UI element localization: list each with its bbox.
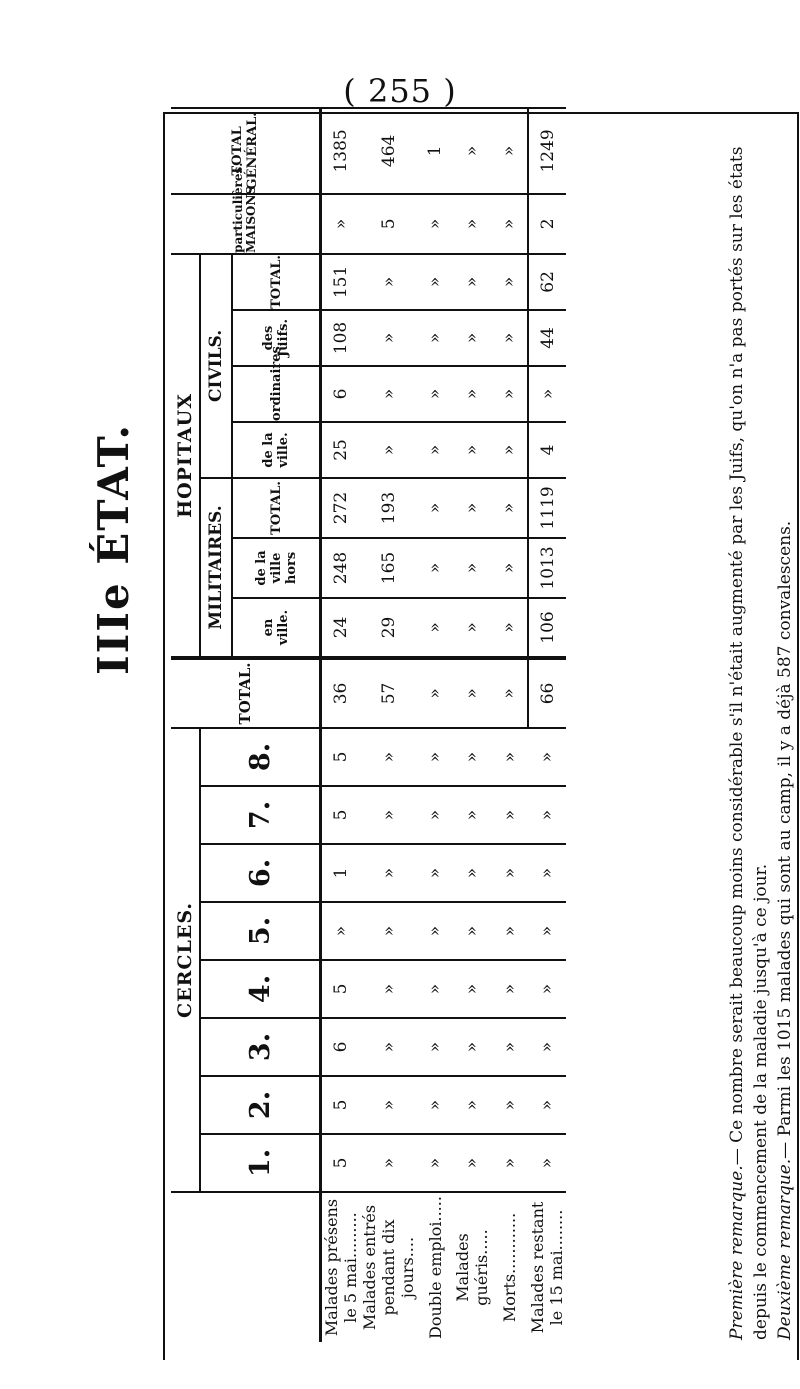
table-cell: 24: [321, 598, 361, 658]
col-cercle-3: 3.: [200, 1018, 321, 1076]
table-cell: »: [453, 194, 491, 254]
table-cell: »: [491, 844, 528, 902]
table-row: [321, 108, 361, 1342]
table-cell: »: [417, 254, 453, 310]
table-cell: »: [453, 422, 491, 478]
table-cell: 272: [321, 478, 361, 538]
group-header-civils: CIVILS.: [200, 254, 232, 478]
table-cell: »: [491, 960, 528, 1018]
group-header-cercles: CERCLES.: [171, 728, 200, 1192]
table-cell: »: [417, 728, 453, 786]
table-cell: 248: [321, 538, 361, 598]
col-cercle-2: 2.: [200, 1076, 321, 1134]
table-cell: »: [417, 658, 453, 728]
table-cell: »: [453, 310, 491, 366]
col-civils-total: TOTAL.: [232, 254, 321, 310]
table-row: [453, 108, 491, 1342]
rotated-table-region: [85, 110, 800, 1360]
col-cercle-1: 1.: [200, 1134, 321, 1192]
table-cell: 151: [321, 254, 361, 310]
table-cell: »: [491, 194, 528, 254]
col-militaires-hors-ville: de la ville hors: [232, 538, 321, 598]
table-cell: »: [453, 728, 491, 786]
col-total-general: TOTAL GÉNÉRAL.: [171, 108, 321, 194]
first-remark: [725, 110, 773, 1340]
table-cell: 44: [528, 310, 566, 366]
table-cell: »: [453, 538, 491, 598]
table-cell: »: [491, 728, 528, 786]
col-militaires-en-ville: en ville.: [232, 598, 321, 658]
page-title: IIIe ÉTAT.: [89, 422, 138, 675]
table-cell: 25: [321, 422, 361, 478]
row-label: Malades restant le 15 mai........: [528, 1192, 566, 1342]
row-label: Malades entrés pendant dix jours....: [360, 1192, 417, 1342]
col-cercle-5: 5.: [200, 902, 321, 960]
table-cell: »: [360, 1076, 417, 1134]
table-cell: 106: [528, 598, 566, 658]
table-cell: »: [417, 422, 453, 478]
table-cell: »: [453, 1134, 491, 1192]
table-cell: »: [528, 366, 566, 422]
table-cell: 1249: [528, 108, 566, 194]
group-header-hopitaux: HOPITAUX: [171, 254, 200, 658]
table-cell: 6: [321, 366, 361, 422]
table-cell: »: [321, 902, 361, 960]
table-cell: 29: [360, 598, 417, 658]
table-cell: »: [453, 598, 491, 658]
table-row: [528, 108, 566, 1342]
table-cell: »: [491, 786, 528, 844]
table-cell: 36: [321, 658, 361, 728]
table-cell: »: [453, 960, 491, 1018]
table-cell: 6: [321, 1018, 361, 1076]
table-cell: 5: [321, 1076, 361, 1134]
table-cell: »: [491, 422, 528, 478]
table-cell: »: [491, 538, 528, 598]
table-row: [417, 108, 453, 1342]
table-cell: »: [528, 1018, 566, 1076]
table-cell: »: [360, 254, 417, 310]
second-remark-text: — Parmi les 1015 malades qui sont au camp, il y a déjà 587 convalescens.: [775, 520, 795, 1159]
table-cell: »: [453, 658, 491, 728]
table-cell: »: [417, 598, 453, 658]
table-cell: »: [360, 728, 417, 786]
table-cell: »: [417, 1076, 453, 1134]
table-cell: »: [491, 658, 528, 728]
table-row: [360, 108, 417, 1342]
table-cell: »: [417, 478, 453, 538]
table-cell: »: [360, 960, 417, 1018]
col-cercle-7: 7.: [200, 786, 321, 844]
table-cell: 1013: [528, 538, 566, 598]
table-cell: »: [491, 1134, 528, 1192]
col-cercle-4: 4.: [200, 960, 321, 1018]
row-label: Morts............: [491, 1192, 528, 1342]
col-cercle-8: 8.: [200, 728, 321, 786]
table-cell: »: [360, 310, 417, 366]
table-cell: 464: [360, 108, 417, 194]
col-militaires-total: TOTAL.: [232, 478, 321, 538]
table-cell: 1: [417, 108, 453, 194]
table-cell: »: [491, 1018, 528, 1076]
first-remark-text: — Ce nombre serait beaucoup moins considérable s'il n'était augmenté par les Juifs, qu'on n'a pas portés sur les états depuis le commencement de la maladie jusqu'à ce jour.: [727, 146, 771, 1340]
remarks: [725, 110, 797, 1360]
table-cell: »: [491, 254, 528, 310]
table-cell: »: [360, 366, 417, 422]
first-remark-label: Première remarque.: [727, 1165, 747, 1340]
table-cell: »: [417, 786, 453, 844]
table-cell: »: [453, 786, 491, 844]
table-cell: 5: [321, 960, 361, 1018]
table-cell: 1385: [321, 108, 361, 194]
col-civils-de-la-ville: de la ville.: [232, 422, 321, 478]
header-corner: [171, 1192, 321, 1342]
table-cell: »: [453, 1018, 491, 1076]
table-cell: 4: [528, 422, 566, 478]
table-cell: »: [360, 844, 417, 902]
col-total-cercles: TOTAL.: [171, 658, 321, 728]
table-cell: »: [417, 960, 453, 1018]
table-cell: »: [528, 1076, 566, 1134]
row-label: Malades guéris.....: [453, 1192, 491, 1342]
table-cell: »: [417, 844, 453, 902]
table-cell: »: [417, 902, 453, 960]
second-remark: [773, 110, 797, 1340]
table-cell: »: [417, 1134, 453, 1192]
col-civils-ordinaires: ordinaires.: [232, 366, 321, 422]
table-cell: »: [417, 194, 453, 254]
table-cell: »: [491, 598, 528, 658]
table-cell: »: [360, 786, 417, 844]
table-cell: 2: [528, 194, 566, 254]
table-cell: »: [417, 310, 453, 366]
row-label: Malades présens le 5 mai.........: [321, 1192, 361, 1342]
table-cell: 62: [528, 254, 566, 310]
table-cell: »: [491, 902, 528, 960]
row-label: Double emploi.....: [417, 1192, 453, 1342]
table-cell: »: [491, 310, 528, 366]
table-cell: »: [321, 194, 361, 254]
table-cell: »: [360, 1134, 417, 1192]
table-cell: »: [491, 478, 528, 538]
table-cell: »: [453, 1076, 491, 1134]
table-cell: »: [417, 538, 453, 598]
table-cell: »: [528, 786, 566, 844]
table-cell: »: [453, 902, 491, 960]
table-row: [491, 108, 528, 1342]
table-cell: »: [528, 1134, 566, 1192]
table-cell: 108: [321, 310, 361, 366]
table-cell: »: [360, 422, 417, 478]
table-cell: »: [453, 108, 491, 194]
table-cell: 165: [360, 538, 417, 598]
table-cell: 193: [360, 478, 417, 538]
table-cell: »: [491, 108, 528, 194]
table-cell: »: [417, 366, 453, 422]
col-civils-juifs: des Juifs.: [232, 310, 321, 366]
table-cell: »: [491, 1076, 528, 1134]
col-cercle-6: 6.: [200, 844, 321, 902]
table-cell: »: [417, 1018, 453, 1076]
table-cell: »: [453, 844, 491, 902]
table-cell: »: [453, 366, 491, 422]
table-cell: 1119: [528, 478, 566, 538]
table-cell: 5: [321, 786, 361, 844]
table-cell: »: [360, 1018, 417, 1076]
table-cell: »: [528, 902, 566, 960]
table-cell: 57: [360, 658, 417, 728]
table-cell: 5: [321, 728, 361, 786]
table-cell: »: [528, 844, 566, 902]
table-cell: »: [453, 478, 491, 538]
second-remark-label: Deuxième remarque.: [775, 1158, 795, 1340]
table-cell: »: [491, 366, 528, 422]
statistics-table: [171, 107, 566, 1342]
table-cell: 66: [528, 658, 566, 728]
table-cell: »: [528, 728, 566, 786]
table-cell: 5: [321, 1134, 361, 1192]
table-cell: »: [360, 902, 417, 960]
table-cell: 1: [321, 844, 361, 902]
group-header-militaires: MILITAIRES.: [200, 478, 232, 658]
col-maisons-particulieres: particulières. MAISONS: [171, 194, 321, 254]
page-number: ( 255 ): [343, 72, 457, 110]
table-cell: »: [528, 960, 566, 1018]
table-cell: »: [453, 254, 491, 310]
table-cell: 5: [360, 194, 417, 254]
